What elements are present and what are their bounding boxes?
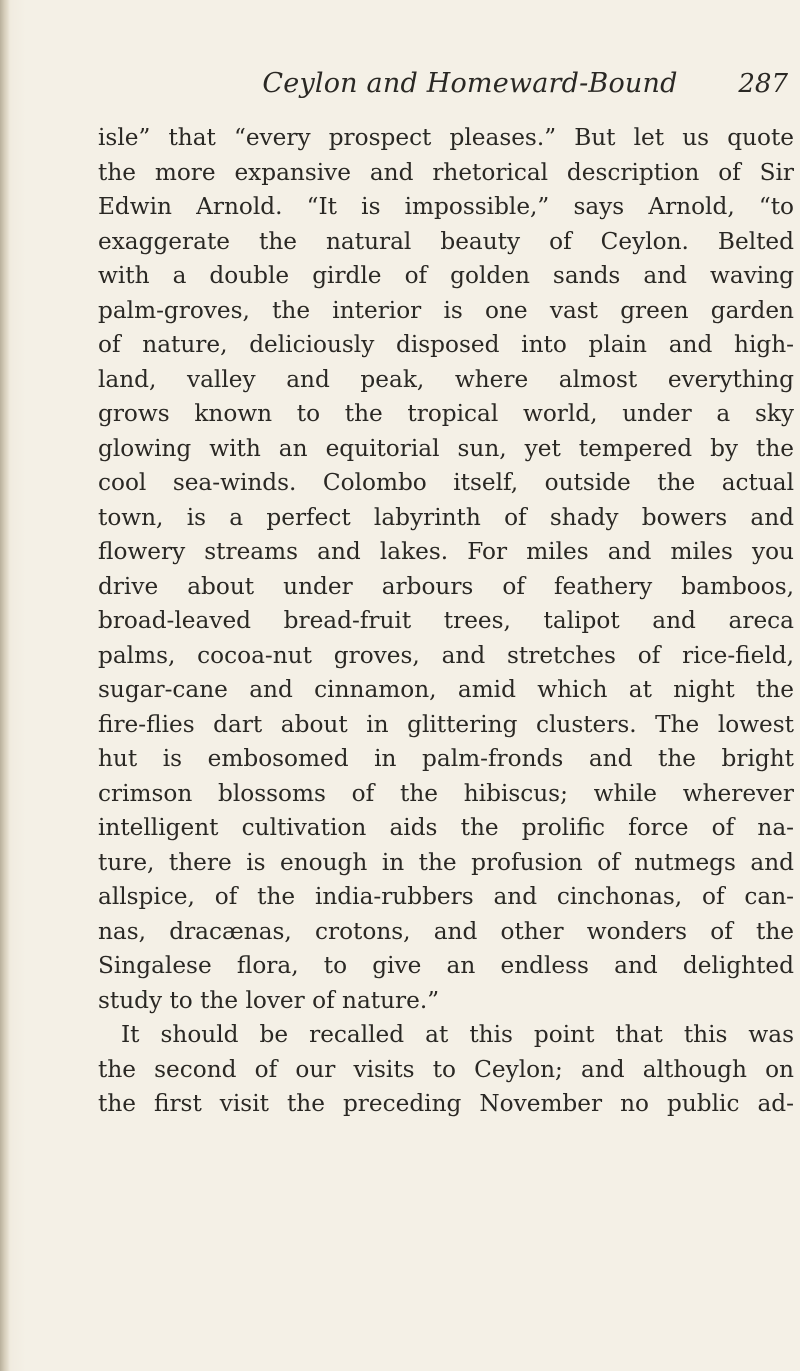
text-line: intelligent cultivation aids the prolific force of na- [98, 814, 794, 841]
text-line: palms, cocoa-nut groves, and stretches of rice-field, [98, 641, 794, 669]
text-line: land, valley and peak, where almost everything [98, 365, 794, 393]
text-line: the more expansive and rhetorical description of Sir [98, 158, 794, 186]
text-line: grows known to the tropical world, under a sky [98, 400, 794, 427]
text-line: broad-leaved bread-fruit trees, talipot and areca [98, 607, 794, 634]
text-line: palm-groves, the interior is one vast green garden [98, 296, 794, 324]
text-line: cool sea-winds. Colombo itself, outside the actual [98, 469, 794, 496]
text-line: glowing with an equitorial sun, yet tempered by the [98, 434, 794, 462]
paragraph-start-line: It should be recalled at this point that this was [121, 1021, 794, 1048]
page-number: 287 [738, 69, 788, 99]
text-line: fire-flies dart about in glittering clusters. The lowest [98, 710, 794, 738]
text-line: the second of our visits to Ceylon; and although on [98, 1055, 794, 1083]
text-line: Edwin Arnold. “It is impossible,” says Arnold, “to [98, 193, 794, 220]
text-line: hut is embosomed in palm-fronds and the bright [98, 745, 794, 772]
text-line: allspice, of the india-rubbers and cinchonas, of can- [98, 883, 794, 910]
text-line: ture, there is enough in the profusion of nutmegs and [98, 848, 794, 876]
text-line: Singalese flora, to give an endless and delighted [98, 952, 794, 979]
text-line: with a double girdle of golden sands and waving [98, 262, 794, 289]
text-line: nas, dracænas, crotons, and other wonders of the [98, 917, 794, 945]
text-line: flowery streams and lakes. For miles and miles you [98, 538, 794, 565]
text-line: exaggerate the natural beauty of Ceylon. Belted [98, 227, 794, 255]
text-line: drive about under arbours of feathery bamboos, [98, 572, 794, 600]
text-line: isle” that “every prospect pleases.” But let us quote [98, 124, 794, 151]
text-line: the first visit the preceding November no public ad- [98, 1090, 794, 1117]
text-line: crimson blossoms of the hibiscus; while wherever [98, 779, 794, 807]
text-line: sugar-cane and cinnamon, amid which at night the [98, 676, 794, 703]
text-line: town, is a perfect labyrinth of shady bowers and [98, 503, 794, 531]
paragraph-end-line: study to the lover of nature.” [98, 986, 440, 1014]
body-text [98, 121, 794, 1122]
running-head [100, 68, 794, 108]
running-head-title: Ceylon and Homeward-Bound [262, 68, 678, 99]
binding-edge-shadow [0, 0, 10, 1371]
text-line: of nature, deliciously disposed into plain and high- [98, 331, 794, 358]
